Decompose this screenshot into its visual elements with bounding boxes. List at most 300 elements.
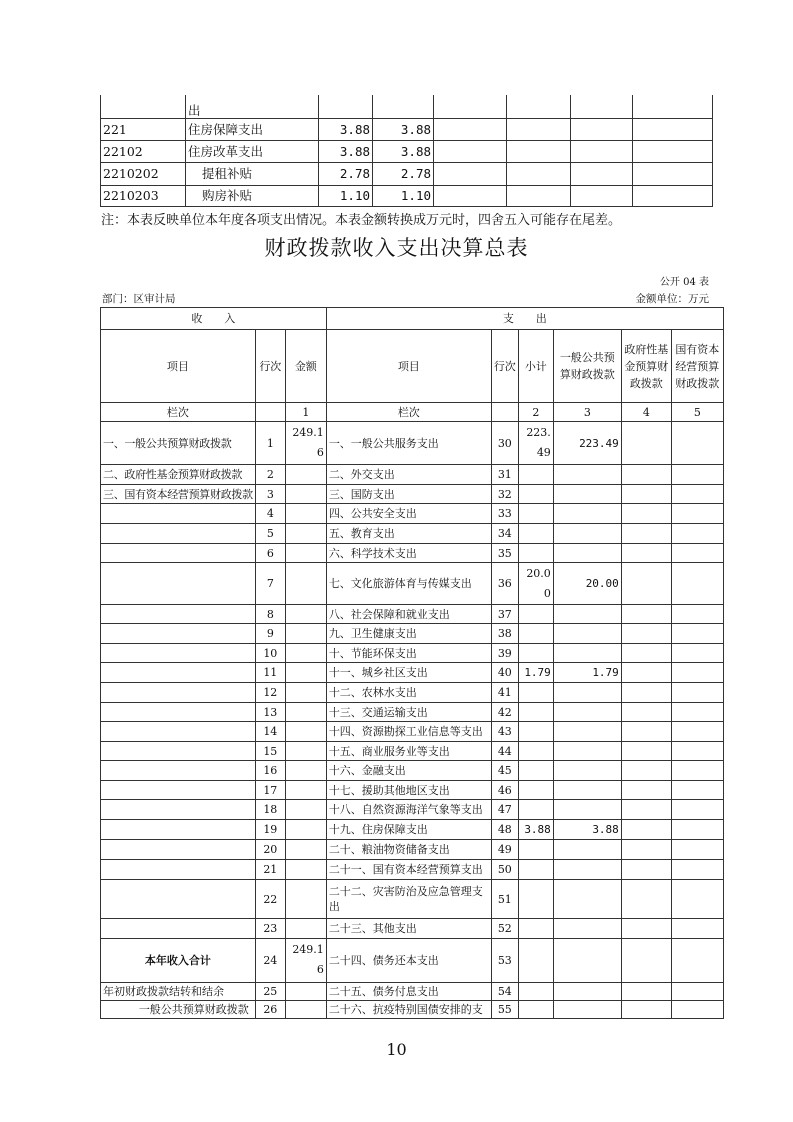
expense-row-number: 41 xyxy=(491,683,518,703)
project-expense xyxy=(434,95,507,118)
expense-subtotal: 20.00 xyxy=(518,563,553,605)
income-amount xyxy=(285,860,326,880)
income-amount xyxy=(285,761,326,781)
classification-code: 22102 xyxy=(101,140,186,162)
income-item: 年初财政拨款结转和结余 xyxy=(101,983,256,1001)
state-capital-amount xyxy=(671,800,723,820)
general-budget-amount xyxy=(553,644,621,663)
extra-col-8 xyxy=(633,140,713,162)
general-budget-index: 3 xyxy=(553,403,621,422)
expense-row-number: 30 xyxy=(491,422,518,465)
amount-unit-label: 金额单位：万元 xyxy=(635,293,709,305)
expense-subtotal xyxy=(518,983,553,1001)
gov-fund-amount xyxy=(621,605,671,624)
state-capital-amount xyxy=(671,465,723,485)
state-capital-amount xyxy=(671,860,723,880)
general-budget-amount xyxy=(553,703,621,722)
state-capital-amount xyxy=(671,663,723,683)
department-label: 部门：区审计局 xyxy=(102,293,176,305)
income-amount xyxy=(285,465,326,485)
income-item xyxy=(101,722,256,742)
expense-item: 二十六、抗疫特别国债安排的支 xyxy=(326,1001,491,1019)
expense-item: 十、节能环保支出 xyxy=(326,644,491,663)
table-row xyxy=(101,162,713,185)
expense-item: 七、文化旅游体育与传媒支出 xyxy=(326,563,491,605)
table-row xyxy=(101,742,724,761)
general-budget-amount xyxy=(553,781,621,800)
gov-fund-index: 4 xyxy=(621,403,671,422)
general-budget-amount: 1.79 xyxy=(553,663,621,683)
general-budget-amount xyxy=(553,683,621,703)
state-capital-amount xyxy=(671,781,723,800)
basic-expense: 1.10 xyxy=(373,185,434,206)
general-budget-amount xyxy=(553,504,621,524)
table-row xyxy=(101,504,724,524)
expense-row-number: 35 xyxy=(491,544,518,563)
income-row-index xyxy=(255,403,285,422)
form-code: 公开 04 表 xyxy=(659,277,709,288)
gov-fund-amount xyxy=(621,860,671,880)
income-item xyxy=(101,919,256,939)
gov-fund-amount xyxy=(621,683,671,703)
income-row-number: 12 xyxy=(255,683,285,703)
column-header-row xyxy=(101,330,724,403)
income-amount xyxy=(285,683,326,703)
general-budget-amount xyxy=(553,465,621,485)
general-budget-amount xyxy=(553,624,621,644)
income-item xyxy=(101,800,256,820)
gov-fund-amount xyxy=(621,563,671,605)
expense-subtotal xyxy=(518,644,553,663)
extra-col-8 xyxy=(633,118,713,140)
extra-col-6 xyxy=(507,95,571,118)
income-item-header: 项目 xyxy=(101,330,256,403)
income-row-number: 5 xyxy=(255,524,285,544)
table-row xyxy=(101,919,724,939)
income-item: 一般公共预算财政拨款 xyxy=(101,1001,256,1019)
income-item xyxy=(101,880,256,919)
income-row-number: 15 xyxy=(255,742,285,761)
expense-subtotal xyxy=(518,860,553,880)
expense-subtotal xyxy=(518,683,553,703)
income-row-number: 13 xyxy=(255,703,285,722)
expense-subtotal: 223.49 xyxy=(518,422,553,465)
gov-fund-amount xyxy=(621,742,671,761)
income-item xyxy=(101,544,256,563)
expense-item: 十九、住房保障支出 xyxy=(326,820,491,840)
expense-item: 十七、援助其他地区支出 xyxy=(326,781,491,800)
income-row-number: 9 xyxy=(255,624,285,644)
total-amount: 1.10 xyxy=(319,185,373,206)
table-row xyxy=(101,860,724,880)
income-row-number: 26 xyxy=(255,1001,285,1019)
table-row xyxy=(101,1001,724,1019)
general-budget-amount xyxy=(553,919,621,939)
expense-row-number: 33 xyxy=(491,504,518,524)
gov-fund-header: 政府性基金预算财政拨款 xyxy=(621,330,671,403)
project-expense xyxy=(434,162,507,185)
basic-expense: 3.88 xyxy=(373,118,434,140)
expense-subtotal xyxy=(518,919,553,939)
state-capital-header: 国有资本经营预算财政拨款 xyxy=(671,330,723,403)
income-row-number: 6 xyxy=(255,544,285,563)
income-row-number: 14 xyxy=(255,722,285,742)
income-row-number: 22 xyxy=(255,880,285,919)
classification-name: 出 xyxy=(186,95,319,118)
income-row-number: 1 xyxy=(255,422,285,465)
income-row-header: 行次 xyxy=(255,330,285,403)
total-amount: 3.88 xyxy=(319,140,373,162)
table-row xyxy=(101,683,724,703)
table-row xyxy=(101,485,724,504)
expense-item: 二、外交支出 xyxy=(326,465,491,485)
expense-item: 六、科学技术支出 xyxy=(326,544,491,563)
income-amount xyxy=(285,504,326,524)
gov-fund-amount xyxy=(621,504,671,524)
table-row xyxy=(101,983,724,1001)
income-amount xyxy=(285,781,326,800)
income-item xyxy=(101,840,256,860)
income-row-number: 16 xyxy=(255,761,285,781)
gov-fund-amount xyxy=(621,919,671,939)
total-amount: 2.78 xyxy=(319,162,373,185)
total-amount: 3.88 xyxy=(319,118,373,140)
basic-expense: 2.78 xyxy=(373,162,434,185)
gov-fund-amount xyxy=(621,880,671,919)
gov-fund-amount xyxy=(621,1001,671,1019)
gov-fund-amount xyxy=(621,840,671,860)
expense-item-index: 栏次 xyxy=(326,403,491,422)
income-amount xyxy=(285,880,326,919)
state-capital-amount xyxy=(671,504,723,524)
income-row-number: 19 xyxy=(255,820,285,840)
expense-subtotal xyxy=(518,880,553,919)
income-amount xyxy=(285,524,326,544)
extra-col-7 xyxy=(571,95,633,118)
expense-row-number: 37 xyxy=(491,605,518,624)
group-header-row xyxy=(101,308,724,330)
basic-expense: 3.88 xyxy=(373,140,434,162)
expense-row-number: 47 xyxy=(491,800,518,820)
income-amount xyxy=(285,663,326,683)
gov-fund-amount xyxy=(621,422,671,465)
state-capital-amount xyxy=(671,544,723,563)
table-row xyxy=(101,422,724,465)
general-budget-header: 一般公共预算财政拨款 xyxy=(553,330,621,403)
state-capital-amount xyxy=(671,485,723,504)
expense-row-number: 52 xyxy=(491,919,518,939)
state-capital-amount xyxy=(671,880,723,919)
expense-row-number: 51 xyxy=(491,880,518,919)
income-amount xyxy=(285,605,326,624)
table-note: 注：本表反映单位本年度各项支出情况。本表金额转换成万元时，四舍五入可能存在尾差。 xyxy=(101,213,622,228)
expense-subtotal xyxy=(518,624,553,644)
general-budget-amount xyxy=(553,983,621,1001)
income-item xyxy=(101,703,256,722)
subtotal-index: 2 xyxy=(518,403,553,422)
state-capital-index: 5 xyxy=(671,403,723,422)
table-row xyxy=(101,465,724,485)
expense-subtotal xyxy=(518,544,553,563)
extra-col-8 xyxy=(633,162,713,185)
gov-fund-amount xyxy=(621,820,671,840)
income-amount: 249.16 xyxy=(285,939,326,983)
income-row-number: 20 xyxy=(255,840,285,860)
expense-row-number: 42 xyxy=(491,703,518,722)
income-amount xyxy=(285,722,326,742)
general-budget-amount xyxy=(553,840,621,860)
income-amount xyxy=(285,644,326,663)
expense-row-number: 45 xyxy=(491,761,518,781)
expense-detail-table-continued xyxy=(100,95,713,207)
expense-row-number: 32 xyxy=(491,485,518,504)
income-item xyxy=(101,644,256,663)
gov-fund-amount xyxy=(621,485,671,504)
general-budget-amount xyxy=(553,761,621,781)
expense-row-header: 行次 xyxy=(491,330,518,403)
income-amount xyxy=(285,800,326,820)
column-index-row xyxy=(101,403,724,422)
income-item xyxy=(101,563,256,605)
expense-item: 十一、城乡社区支出 xyxy=(326,663,491,683)
classification-name: 提租补贴 xyxy=(186,162,319,185)
table-row xyxy=(101,605,724,624)
gov-fund-amount xyxy=(621,722,671,742)
state-capital-amount xyxy=(671,983,723,1001)
general-budget-amount xyxy=(553,880,621,919)
state-capital-amount xyxy=(671,644,723,663)
income-amount xyxy=(285,544,326,563)
classification-code: 2210202 xyxy=(101,162,186,185)
expense-item: 二十四、债务还本支出 xyxy=(326,939,491,983)
state-capital-amount xyxy=(671,742,723,761)
expense-row-number: 36 xyxy=(491,563,518,605)
income-group-header: 收 入 xyxy=(101,308,327,330)
expense-item: 四、公共安全支出 xyxy=(326,504,491,524)
extra-col-6 xyxy=(507,185,571,206)
expense-item: 十二、农林水支出 xyxy=(326,683,491,703)
income-row-number: 25 xyxy=(255,983,285,1001)
expense-row-number: 53 xyxy=(491,939,518,983)
expense-subtotal xyxy=(518,939,553,983)
expense-item-header: 项目 xyxy=(326,330,491,403)
expense-subtotal xyxy=(518,800,553,820)
project-expense xyxy=(434,140,507,162)
income-amount xyxy=(285,919,326,939)
income-item xyxy=(101,761,256,781)
state-capital-amount xyxy=(671,919,723,939)
income-item xyxy=(101,504,256,524)
expense-item: 五、教育支出 xyxy=(326,524,491,544)
general-budget-amount xyxy=(553,544,621,563)
fiscal-appropriation-summary-table xyxy=(100,307,724,1019)
table-row xyxy=(101,800,724,820)
income-row-number: 21 xyxy=(255,860,285,880)
expense-subtotal xyxy=(518,722,553,742)
expense-subtotal xyxy=(518,524,553,544)
general-budget-amount xyxy=(553,742,621,761)
income-amount xyxy=(285,624,326,644)
classification-name: 住房保障支出 xyxy=(186,118,319,140)
income-amount xyxy=(285,820,326,840)
state-capital-amount xyxy=(671,422,723,465)
table-row xyxy=(101,880,724,919)
subtotal-header: 小计 xyxy=(518,330,553,403)
state-capital-amount xyxy=(671,761,723,781)
state-capital-amount xyxy=(671,524,723,544)
project-expense xyxy=(434,118,507,140)
gov-fund-amount xyxy=(621,524,671,544)
general-budget-amount xyxy=(553,860,621,880)
income-item-index: 栏次 xyxy=(101,403,256,422)
state-capital-amount xyxy=(671,605,723,624)
extra-col-6 xyxy=(507,140,571,162)
expense-item: 十三、交通运输支出 xyxy=(326,703,491,722)
page-number: 10 xyxy=(386,1040,407,1059)
income-row-number: 7 xyxy=(255,563,285,605)
classification-name: 购房补贴 xyxy=(186,185,319,206)
income-item: 三、国有资本经营预算财政拨款 xyxy=(101,485,256,504)
page-title: 财政拨款收入支出决算总表 xyxy=(264,236,529,260)
expense-item: 二十五、债务付息支出 xyxy=(326,983,491,1001)
income-item xyxy=(101,781,256,800)
extra-col-6 xyxy=(507,162,571,185)
gov-fund-amount xyxy=(621,761,671,781)
table-row xyxy=(101,95,713,118)
gov-fund-amount xyxy=(621,800,671,820)
table-row xyxy=(101,761,724,781)
extra-col-6 xyxy=(507,118,571,140)
gov-fund-amount xyxy=(621,644,671,663)
general-budget-amount xyxy=(553,939,621,983)
table-row xyxy=(101,644,724,663)
extra-col-8 xyxy=(633,95,713,118)
expense-item: 二十二、灾害防治及应急管理支出 xyxy=(326,880,491,919)
state-capital-amount xyxy=(671,840,723,860)
expense-subtotal: 1.79 xyxy=(518,663,553,683)
expense-subtotal xyxy=(518,742,553,761)
income-row-number: 18 xyxy=(255,800,285,820)
state-capital-amount xyxy=(671,1001,723,1019)
expense-row-number: 31 xyxy=(491,465,518,485)
gov-fund-amount xyxy=(621,663,671,683)
classification-code: 221 xyxy=(101,118,186,140)
income-row-number: 11 xyxy=(255,663,285,683)
table-row xyxy=(101,140,713,162)
income-row-number: 4 xyxy=(255,504,285,524)
income-item: 二、政府性基金预算财政拨款 xyxy=(101,465,256,485)
expense-item: 二十三、其他支出 xyxy=(326,919,491,939)
expense-row-number: 49 xyxy=(491,840,518,860)
general-budget-amount: 20.00 xyxy=(553,563,621,605)
classification-code xyxy=(101,95,186,118)
state-capital-amount xyxy=(671,722,723,742)
table-row xyxy=(101,185,713,206)
income-amount xyxy=(285,742,326,761)
table-row xyxy=(101,118,713,140)
table-row xyxy=(101,722,724,742)
table-row xyxy=(101,544,724,563)
expense-subtotal xyxy=(518,465,553,485)
general-budget-amount: 223.49 xyxy=(553,422,621,465)
table-row xyxy=(101,781,724,800)
expense-item: 十五、商业服务业等支出 xyxy=(326,742,491,761)
expense-subtotal xyxy=(518,703,553,722)
state-capital-amount xyxy=(671,683,723,703)
gov-fund-amount xyxy=(621,983,671,1001)
income-row-number: 24 xyxy=(255,939,285,983)
extra-col-7 xyxy=(571,185,633,206)
expense-row-number: 43 xyxy=(491,722,518,742)
expense-subtotal xyxy=(518,781,553,800)
expense-row-number: 40 xyxy=(491,663,518,683)
expense-row-number: 38 xyxy=(491,624,518,644)
expense-subtotal xyxy=(518,840,553,860)
expense-row-number: 46 xyxy=(491,781,518,800)
state-capital-amount xyxy=(671,939,723,983)
income-row-number: 3 xyxy=(255,485,285,504)
income-row-number: 17 xyxy=(255,781,285,800)
expense-row-number: 34 xyxy=(491,524,518,544)
expense-row-index xyxy=(491,403,518,422)
general-budget-amount xyxy=(553,605,621,624)
general-budget-amount xyxy=(553,800,621,820)
income-amount-header: 金额 xyxy=(285,330,326,403)
total-amount xyxy=(319,95,373,118)
expense-subtotal: 3.88 xyxy=(518,820,553,840)
income-amount-index: 1 xyxy=(285,403,326,422)
expense-item: 十六、金融支出 xyxy=(326,761,491,781)
expense-item: 二十、粮油物资储备支出 xyxy=(326,840,491,860)
expense-row-number: 54 xyxy=(491,983,518,1001)
state-capital-amount xyxy=(671,820,723,840)
income-item xyxy=(101,742,256,761)
income-amount xyxy=(285,563,326,605)
income-item xyxy=(101,524,256,544)
table-row xyxy=(101,939,724,983)
extra-col-8 xyxy=(633,185,713,206)
table-row xyxy=(101,624,724,644)
expense-item: 一、一般公共服务支出 xyxy=(326,422,491,465)
income-item xyxy=(101,624,256,644)
income-item xyxy=(101,683,256,703)
income-item: 一、一般公共预算财政拨款 xyxy=(101,422,256,465)
income-amount xyxy=(285,485,326,504)
general-budget-amount xyxy=(553,1001,621,1019)
state-capital-amount xyxy=(671,563,723,605)
classification-name: 住房改革支出 xyxy=(186,140,319,162)
gov-fund-amount xyxy=(621,703,671,722)
expense-subtotal xyxy=(518,1001,553,1019)
basic-expense xyxy=(373,95,434,118)
income-row-number: 8 xyxy=(255,605,285,624)
gov-fund-amount xyxy=(621,544,671,563)
table-row xyxy=(101,663,724,683)
table-row xyxy=(101,840,724,860)
gov-fund-amount xyxy=(621,465,671,485)
income-row-number: 23 xyxy=(255,919,285,939)
state-capital-amount xyxy=(671,703,723,722)
income-row-number: 2 xyxy=(255,465,285,485)
expense-row-number: 39 xyxy=(491,644,518,663)
expense-row-number: 48 xyxy=(491,820,518,840)
expense-item: 八、社会保障和就业支出 xyxy=(326,605,491,624)
expense-item: 三、国防支出 xyxy=(326,485,491,504)
expense-subtotal xyxy=(518,504,553,524)
classification-code: 2210203 xyxy=(101,185,186,206)
income-amount xyxy=(285,1001,326,1019)
table-row xyxy=(101,703,724,722)
